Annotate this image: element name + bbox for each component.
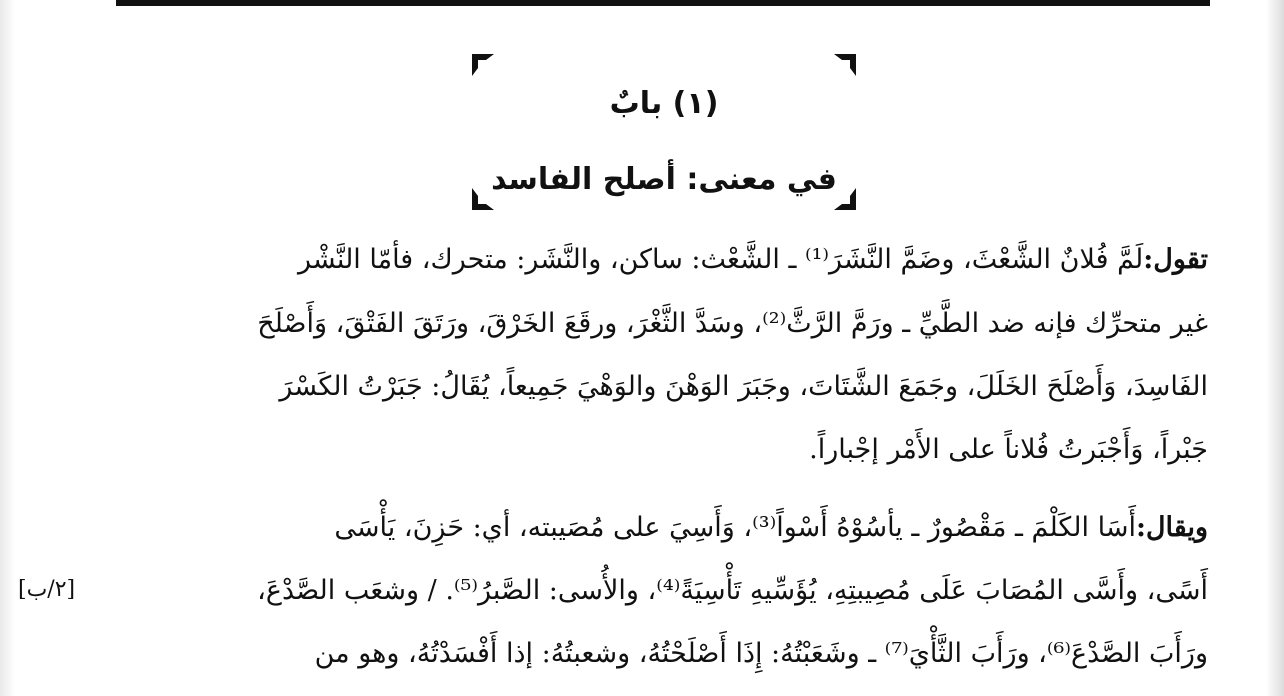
corner-ornament-top-left <box>472 54 494 76</box>
text-line: غير متحرِّك فإنه ضد الطَّيِّ ـ ورَمَّ الرَّثَّ⁽²⁾، وسَدَّ الثَّغْرَ، ورقَعَ الخَرْقَ، ورَتَقَ الفَتْقَ، وَأَصْلَحَ <box>257 308 1208 339</box>
lead-word: تقول: <box>1143 244 1208 275</box>
text-line: جَبْراً، وَأَجْبَرتُ فُلاناً على الأَمْر إجْباراً. <box>809 434 1208 465</box>
line-rest: أَسَا الكَلْمَ ـ مَقْصُورٌ ـ يأسُوْهُ أَسْواً⁽³⁾، وَأَسِيَ على مُصَيبته، أي: حَزِنَ، يَأْسَى <box>334 512 1136 543</box>
manuscript-folio-ref: [٢/ب] <box>18 577 76 602</box>
text-line: ورَأَبَ الصَّدْعَ⁽⁶⁾، ورَأَبَ الثَّأْيَ⁽⁷⁾ ـ وشَعَبْتُهُ: إِذَا أَصْلَحْتُهُ، وشعبتُهُ: إذا أَفْسَدْتُهُ، وهو من <box>314 638 1208 669</box>
text-line <box>112 244 1208 294</box>
line-rest: لَمَّ فُلانٌ الشَّعْثَ، وضَمَّ النَّشَرَ⁽¹⁾ ـ الشَّعْث: ساكن، والنَّشَر: متحرك، فأمّا النَّشْر <box>297 244 1144 275</box>
corner-ornament-top-right <box>834 54 856 76</box>
page-edge-left <box>0 0 14 696</box>
text-line <box>112 512 1208 562</box>
text-line: الفَاسِدَ، وَأَصْلَحَ الخَلَلَ، وجَمَعَ الشَّتَاتَ، وجَبَرَ الوَهْنَ والوَهْيَ جَمِيعاً، يُقَالُ: جَبَرْتُ الكَسْرَ <box>279 371 1208 402</box>
chapter-title: (١) بابٌ <box>609 86 719 121</box>
page-edge-right <box>1266 0 1284 696</box>
chapter-subtitle: في معنى: أصلح الفاسد <box>491 162 837 197</box>
chapter-heading-frame <box>472 54 856 210</box>
text-line: أَسًى، وأَسَّى المُصَابَ عَلَى مُصِيبتِهِ، يُؤَسِّيهِ تَأْسِيَةً⁽⁴⁾، والأُسى: الصَّبرُ⁽⁵⁾. / وشعَب الصَّدْعَ، <box>257 575 1208 606</box>
lead-word: ويقال: <box>1135 512 1208 543</box>
top-rule <box>116 0 1210 6</box>
